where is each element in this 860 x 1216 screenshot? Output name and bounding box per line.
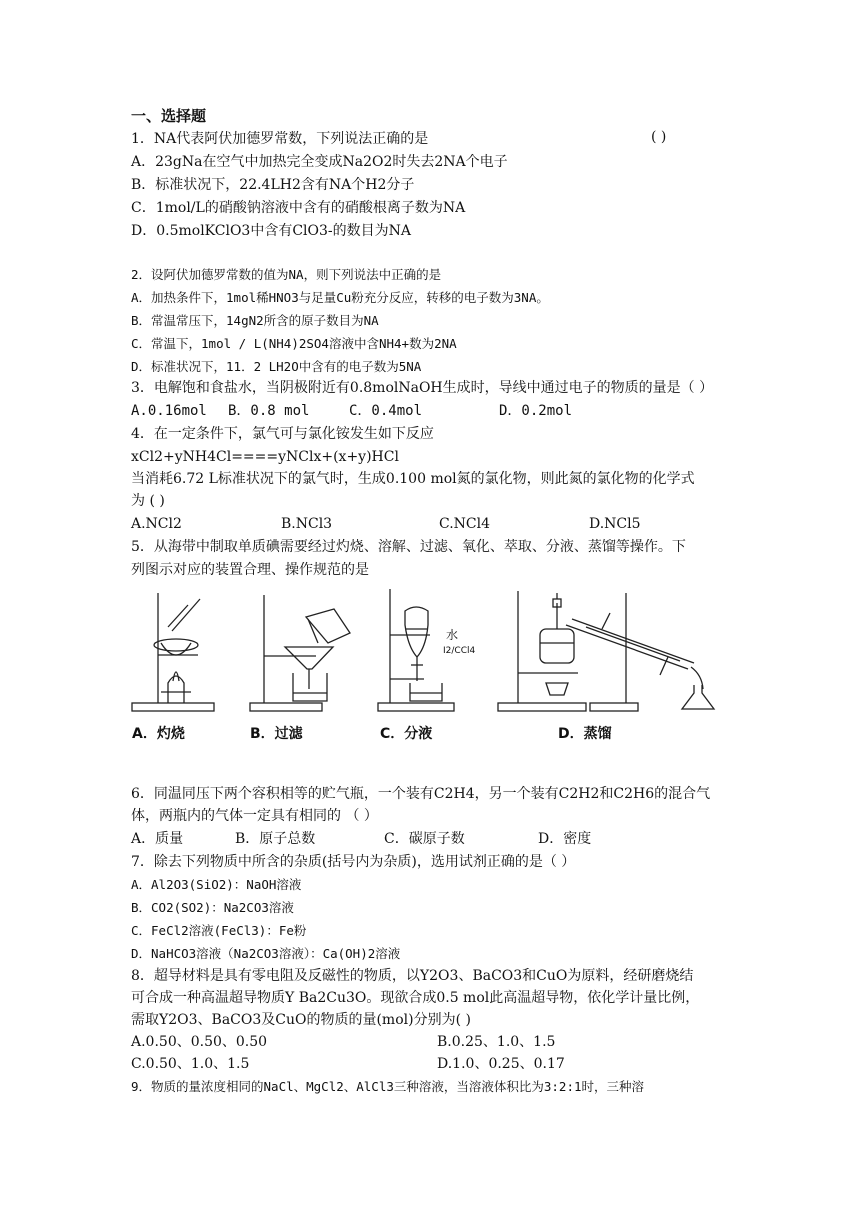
q6-text-line2: 体，两瓶内的气体一定具有相同的 （ ） [131,808,378,824]
q1-option-d: D．0.5molKClO3中含有ClO3-的数目为NA [131,223,411,239]
figure-caption-c: C．分液 [380,726,433,742]
q4-option-c: C.NCl4 [439,516,491,532]
q1-option-b: B．标准状况下，22.4LH2含有NA个H2分子 [131,177,415,193]
q5-text-line1: 5．从海带中制取单质碘需要经过灼烧、溶解、过滤、氧化、萃取、分液、蒸馏等操作。下 [131,539,686,555]
q6-text-line1: 6．同温同压下两个容积相等的贮气瓶，一个装有C2H4，另一个装有C2H2和C2H6的混合气 [131,786,711,802]
q8-option-d: D.1.0、0.25、0.17 [437,1056,565,1072]
q1-option-c: C．1mol/L的硝酸钠溶液中含有的硝酸根离子数为NA [131,200,466,216]
q2-option-c: C．常温下，1mol / L(NH4)2SO4溶液中含NH4+数为2NA [131,336,457,351]
q6-option-b: B．原子总数 [235,831,316,847]
q5-text-line2: 列图示对应的装置合理、操作规范的是 [131,562,369,578]
q8-option-c: C.0.50、1.0、1.5 [131,1056,250,1072]
q4-text-line2: 为 ( ) [131,493,165,509]
q8-text-line1: 8．超导材料是具有零电阻及反磁性的物质，以Y2O3、BaCO3和CuO为原料，经研磨烧结 [131,968,694,984]
q1-option-a: A．23gNa在空气中加热完全变成Na2O2时失去2NA个电子 [131,154,508,170]
q7-stem: 7．除去下列物质中所含的杂质(括号内为杂质)，选用试剂正确的是（ ） [131,854,576,870]
apparatus-figure [128,585,728,755]
q4-option-d: D.NCl5 [589,516,641,532]
q6-option-c: C．碳原子数 [384,831,465,847]
q8-text-line2: 可合成一种高温超导物质Y Ba2Cu3O。现欲合成0.5 mol此高温超导物，依化学计量比例， [131,990,700,1006]
q2-option-a: A．加热条件下，1mol稀HNO3与足量Cu粉充分反应，转移的电子数为3NA。 [131,290,549,305]
apparatus-drawings [128,585,728,723]
figure-caption-b: B．过滤 [250,726,303,742]
q4-option-a: A.NCl2 [131,516,182,532]
q7-option-c: C．FeCl2溶液(FeCl3)：Fe粉 [131,923,307,938]
label-water: 水 [446,628,459,642]
apparatus-burning [132,593,214,711]
q3-option-d: D．0.2mol [499,403,573,419]
q6-option-a: A．质量 [131,831,184,847]
q8-text-line3: 需取Y2O3、BaCO3及CuO的物质的量(mol)分别为( ) [131,1012,471,1028]
apparatus-filtration [250,595,350,711]
figure-caption-a: A．灼烧 [132,726,185,742]
q3-option-c: C．0.4mol [349,403,423,419]
q7-option-a: A．Al2O3(SiO2)：NaOH溶液 [131,877,302,892]
q4-text-line1: 当消耗6.72 L标准状况下的氯气时，生成0.100 mol氮的氯化物，则此氮的氯化物的化学式 [131,471,695,487]
section-title: 一、选择题 [131,107,207,125]
q8-option-b: B.0.25、1.0、1.5 [437,1034,556,1050]
q3-option-a: A.0.16mol [131,403,207,419]
figure-caption-d: D．蒸馏 [558,726,612,742]
q7-option-b: B．CO2(SO2)：Na2CO3溶液 [131,900,294,915]
q9-text-line1: 9．物质的量浓度相同的NaCl、MgCl2、AlCl3三种溶液，当溶液体积比为3:2:1时，三种溶 [131,1079,645,1094]
q3-stem: 3．电解饱和食盐水，当阴极附近有0.8molNaOH生成时，导线中通过电子的物质的量是（ ） [131,380,714,396]
q4-stem: 4．在一定条件下，氯气可与氯化铵发生如下反应 [131,426,434,442]
q3-option-b: B．0.8 mol [228,403,310,419]
q4-option-b: B.NCl3 [281,516,333,532]
q7-option-d: D．NaHCO3溶液（Na2CO3溶液）：Ca(OH)2溶液 [131,946,401,961]
apparatus-distillation [498,591,714,711]
label-i2-ccl4: I2/CCl4 [443,646,476,656]
q2-stem: 2．设阿伏加德罗常数的值为NA，则下列说法中正确的是 [131,267,442,282]
q1-stem: 1．NA代表阿伏加德罗常数，下列说法正确的是 [131,131,429,147]
q6-option-d: D．密度 [538,831,592,847]
q2-option-d: D．标准状况下，11．2 LH2O中含有的电子数为5NA [131,359,422,374]
q1-answer-paren: ( ) [651,129,667,145]
q4-equation: xCl2+yNH4Cl====yNClx+(x+y)HCl [131,449,399,465]
q2-option-b: B．常温常压下，14gN2所含的原子数目为NA [131,313,379,328]
q8-option-a: A.0.50、0.50、0.50 [131,1034,268,1050]
